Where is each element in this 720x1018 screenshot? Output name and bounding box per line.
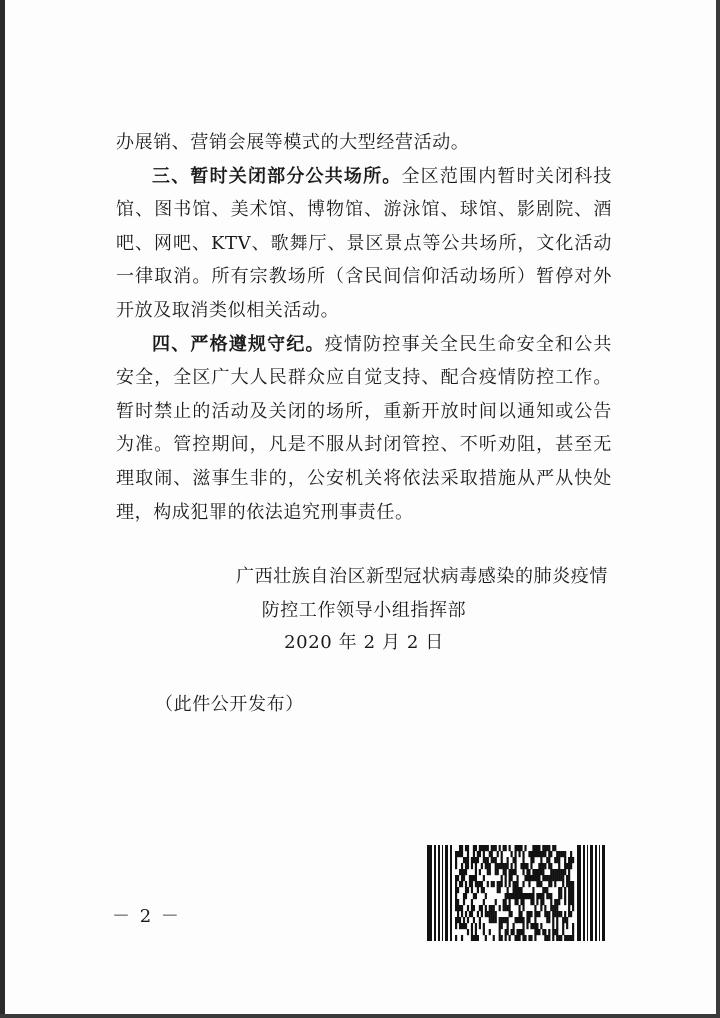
page-number: － 2 － xyxy=(112,906,181,927)
scan-edge-bottom xyxy=(0,1014,720,1018)
paragraph-text: 全区范围内暂时关闭科技馆、图书馆、美术馆、博物馆、游泳馆、球馆、影剧院、酒吧、网吧、KTV、歌舞厅、景区景点等公共场所，文化活动一律取消。所有宗教场所（含民间信仰活动场所）暂停对外开放及取消类似相关活动。 xyxy=(116,165,612,321)
paragraph-text: 办展销、营销会展等模式的大型经营活动。 xyxy=(116,132,470,153)
scan-edge-left xyxy=(0,0,5,1018)
document-body xyxy=(116,126,612,529)
publication-notice: （此件公开发布） xyxy=(155,694,304,715)
section-heading: 四、严格遵规守纪。 xyxy=(152,333,325,355)
signature-date: 2020 年 2 月 2 日 xyxy=(284,632,444,653)
paragraph-text: 疫情防控事关全民生命安全和公共安全，全区广大人民群众应自觉支持、配合疫情防控工作。暂时禁止的活动及关闭的场所，重新开放时间以通知或公告为准。管控期间，凡是不服从封闭管控、不听劝阻，甚至无理取闹、滋事生非的，公安机关将依法采取措施从严从快处理，构成犯罪的依法追究刑事责任。 xyxy=(116,333,612,523)
barcode-end-bars xyxy=(577,845,605,941)
2d-barcode-icon xyxy=(427,845,605,941)
barcode-start-bars xyxy=(427,845,452,941)
paragraph-continuation xyxy=(116,126,612,160)
signature-org-line-1: 广西壮族自治区新型冠状病毒感染的肺炎疫情 xyxy=(236,566,608,587)
scan-edge-right xyxy=(716,0,720,1018)
barcode-data-grid xyxy=(455,845,574,941)
paragraph-section-4 xyxy=(116,328,612,530)
paragraph-section-3 xyxy=(116,160,612,328)
section-heading: 三、暂时关闭部分公共场所。 xyxy=(152,165,402,187)
signature-org-line-2: 防控工作领导小组指挥部 xyxy=(261,600,467,621)
